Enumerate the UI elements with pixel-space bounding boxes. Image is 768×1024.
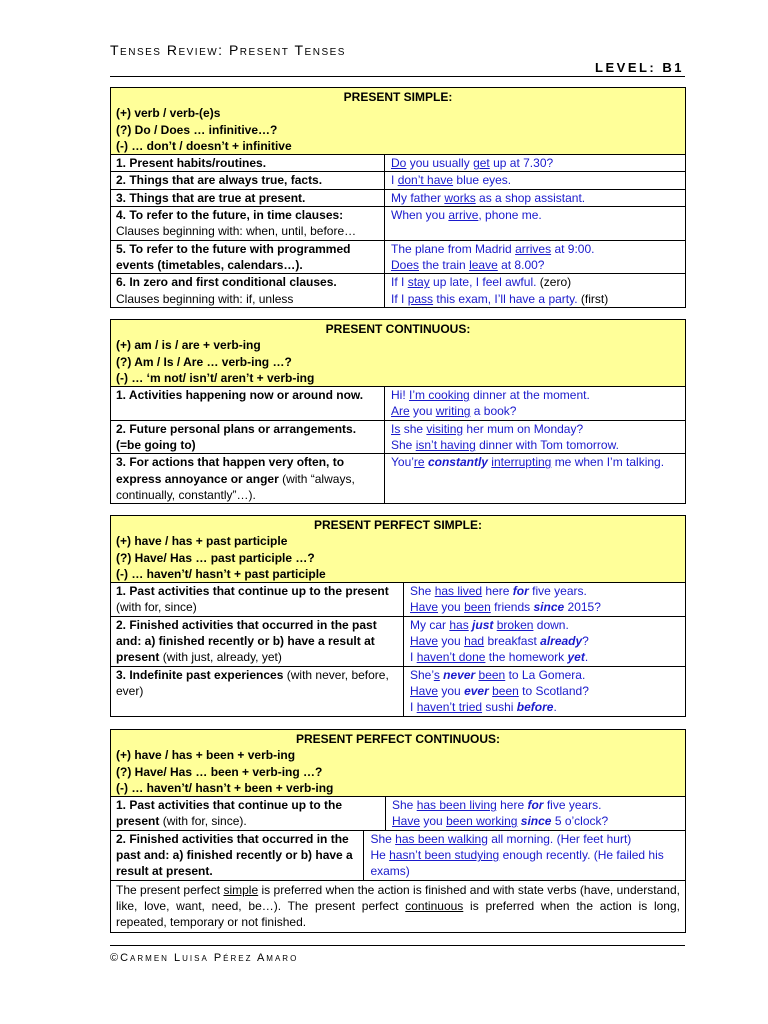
example: She has lived here for five years. Have you been friends since 2015? xyxy=(410,584,601,615)
example: Is she visiting her mum on Monday? She isn’t having dinner with Tom tomorrow. xyxy=(391,421,619,453)
example: Do you usually get up at 7.30? xyxy=(391,156,554,171)
use-detail: Clauses beginning with: if, unless xyxy=(116,291,294,306)
present-continuous-header xyxy=(111,320,685,387)
table-row xyxy=(111,171,685,188)
level-label: LEVEL: B1 xyxy=(595,60,684,75)
table-row xyxy=(111,240,685,274)
use-cell xyxy=(111,207,385,240)
use-label: 5. To refer to the future with programmed events (timetables, calendars…). xyxy=(111,241,385,274)
footer-rule xyxy=(110,945,685,946)
use-label: 1. Activities happening now or around now. xyxy=(111,387,385,420)
present-perfect-continuous-table xyxy=(110,729,686,933)
table-row xyxy=(111,666,685,716)
table-row xyxy=(111,830,685,880)
form-negative: (-) … ‘m not/ isn’t/ aren’t + verb-ing xyxy=(116,370,315,385)
header-rule xyxy=(110,76,685,77)
form-affirmative: (+) am / is / are + verb-ing xyxy=(116,338,261,353)
use-label: 1. Past activities that continue up to the present xyxy=(116,798,343,829)
use-label: 3. For actions that happen very often, to express annoyance or anger xyxy=(116,455,345,486)
use-label: 1. Present habits/routines. xyxy=(111,155,385,171)
form-question: (?) Do / Does … infinitive…? xyxy=(116,122,278,137)
table-row xyxy=(111,583,685,616)
copyright: ©Carmen Luisa Pérez Amaro xyxy=(110,952,299,964)
table-row xyxy=(111,453,685,503)
form-negative: (-) … haven’t/ hasn’t + been + verb-ing xyxy=(116,780,334,795)
example: She’s never been to La Gomera. Have you ever been to Scotland? I haven’t tried sushi before. xyxy=(410,667,589,715)
use-cell xyxy=(111,583,404,616)
present-simple-header xyxy=(111,88,685,155)
form-negative: (-) … haven’t/ hasn’t + past participle xyxy=(116,566,326,581)
use-label: 2. Finished activities that occurred in the past and: a) finished recently or b) have a result at present xyxy=(116,617,377,665)
present-simple-caption: PRESENT SIMPLE: xyxy=(343,90,453,104)
use-label: 3. Indefinite past experiences xyxy=(116,667,284,682)
example: She has been walking all morning. (Her feet hurt) He hasn’t been studying enough recently. (He failed his exams) xyxy=(370,831,664,879)
table-row xyxy=(111,797,685,830)
example: I don’t have blue eyes. xyxy=(391,173,512,188)
use-cell xyxy=(111,617,404,666)
example: Hi! I’m cooking dinner at the moment. Are you writing a book? xyxy=(391,388,590,419)
example: My car has just broken down. Have you had breakfast already? I haven’t done the homework yet. xyxy=(410,617,589,665)
use-cell xyxy=(111,667,404,716)
present-perfect-continuous-header xyxy=(111,730,685,797)
example: When you arrive, phone me. xyxy=(391,208,542,223)
use-detail: (with just, already, yet) xyxy=(162,650,282,665)
table-row xyxy=(111,387,685,420)
use-cell xyxy=(111,797,386,830)
form-question: (?) Am / Is / Are … verb-ing …? xyxy=(116,354,292,369)
form-affirmative: (+) have / has + past participle xyxy=(116,534,288,549)
use-label: 2. Things that are always true, facts. xyxy=(111,172,385,188)
use-label: 2. Future personal plans or arrangements. (=be going to) xyxy=(111,421,385,454)
form-negative: (-) … don’t / doesn’t + infinitive xyxy=(116,138,292,153)
present-perfect-continuous-caption: PRESENT PERFECT CONTINUOUS: xyxy=(295,732,500,746)
use-label: 4. To refer to the future, in time clauses: xyxy=(116,208,344,223)
use-detail: Clauses beginning with: when, until, before… xyxy=(116,224,357,239)
use-cell xyxy=(111,454,385,503)
use-detail: (with for, since) xyxy=(116,600,197,615)
form-question: (?) Have/ Has … past participle …? xyxy=(116,550,315,565)
present-simple-table xyxy=(110,87,686,308)
example: You’re constantly interrupting me when I’m talking. xyxy=(391,455,665,470)
present-perfect-simple-table xyxy=(110,515,686,717)
form-question: (?) Have/ Has … been + verb-ing …? xyxy=(116,764,323,779)
example: The plane from Madrid arrives at 9:00. Does the train leave at 8.00? xyxy=(391,241,595,272)
use-label: 1. Past activities that continue up to the present xyxy=(116,584,389,599)
use-cell xyxy=(111,274,385,307)
present-perfect-simple-caption: PRESENT PERFECT SIMPLE: xyxy=(313,518,483,532)
usage-note: The present perfect simple is preferred when the action is finished and with state verbs (have, understand, like, love, want, need, be…). The present perfect continuous is preferred when the action is long, repeated, temporary or not finished. xyxy=(111,880,685,932)
table-row xyxy=(111,155,685,171)
form-affirmative: (+) have / has + been + verb-ing xyxy=(116,748,296,763)
use-detail: (with “always, continually, constantly”…). xyxy=(116,471,355,502)
example: If I stay up late, I feel awful. (zero) If I pass this exam, I’ll have a party. (first) xyxy=(391,275,609,306)
example: She has been living here for five years. Have you been working since 5 o’clock? xyxy=(392,798,609,829)
use-detail: (with never, before, ever) xyxy=(116,667,389,698)
use-label: 3. Things that are true at present. xyxy=(111,190,385,206)
present-continuous-table xyxy=(110,319,686,504)
present-perfect-simple-header xyxy=(111,516,685,583)
present-continuous-caption: PRESENT CONTINUOUS: xyxy=(325,322,471,336)
use-detail: (with for, since). xyxy=(162,814,247,829)
table-row xyxy=(111,420,685,454)
use-label: 6. In zero and first conditional clauses. xyxy=(116,275,337,290)
table-row xyxy=(111,273,685,307)
table-row xyxy=(111,616,685,666)
document-title: Tenses Review: Present Tenses xyxy=(110,42,346,58)
table-row xyxy=(111,189,685,206)
table-row xyxy=(111,206,685,240)
use-label: 2. Finished activities that occurred in the past and: a) finished recently or b) have a result at present. xyxy=(111,831,364,880)
example: My father works as a shop assistant. xyxy=(391,190,586,205)
form-affirmative: (+) verb / verb-(e)s xyxy=(116,106,221,121)
